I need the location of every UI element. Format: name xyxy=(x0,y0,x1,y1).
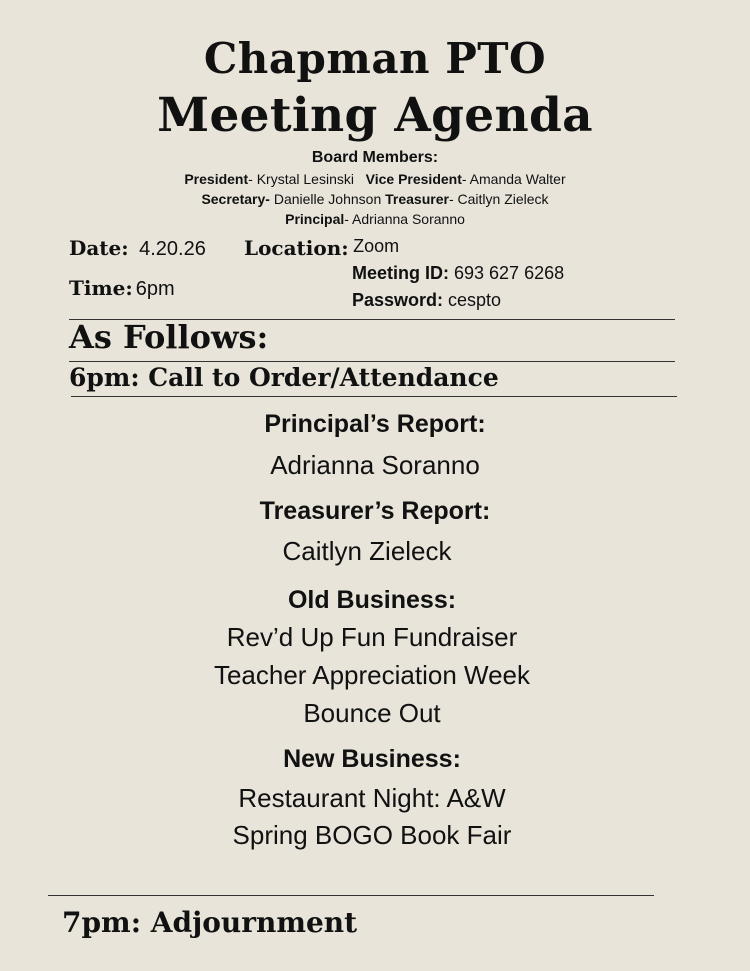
treasurer-name: - Caitlyn Zieleck xyxy=(448,191,549,207)
section-item: Restaurant Night: A&W xyxy=(238,783,506,813)
meeting-id-label: Meeting ID: xyxy=(352,263,449,283)
board-line-principal xyxy=(0,211,750,227)
date-label: Date: xyxy=(69,236,129,260)
section-item: Spring BOGO Book Fair xyxy=(232,820,512,850)
board-members-heading: Board Members: xyxy=(311,149,439,166)
section-item: Rev’d Up Fun Fundraiser xyxy=(226,622,518,652)
treasurer-label: Treasurer xyxy=(385,191,449,207)
section-title-principal-report: Principal’s Report: xyxy=(264,410,486,438)
section-item: Teacher Appreciation Week xyxy=(213,660,531,690)
president-name: - Krystal Lesinski xyxy=(248,171,354,187)
password-label: Password: xyxy=(352,290,444,310)
time-value: 6pm xyxy=(135,278,175,300)
section-title-treasurer-report: Treasurer’s Report: xyxy=(259,497,491,525)
section-title-old-business: Old Business: xyxy=(287,586,457,614)
time-row xyxy=(69,276,175,301)
location-value: Zoom xyxy=(353,236,400,256)
divider xyxy=(71,396,677,397)
password-value: cespto xyxy=(443,290,502,310)
date-value: 4.20.26 xyxy=(139,238,206,260)
date-row xyxy=(69,236,206,261)
principal-name: - Adrianna Soranno xyxy=(344,211,465,227)
location-row xyxy=(244,236,399,260)
call-to-order-heading: 6pm: Call to Order/Attendance xyxy=(69,363,499,392)
president-label: President xyxy=(184,171,249,187)
meeting-id-row xyxy=(352,263,564,284)
page-title-line-2: Meeting Agenda xyxy=(157,88,593,143)
secretary-label: Secretary- xyxy=(201,191,270,207)
page-title-line-1: Chapman PTO xyxy=(203,34,547,83)
time-label: Time: xyxy=(69,276,133,300)
section-item: Caitlyn Zieleck xyxy=(282,536,452,566)
adjournment-heading: 7pm: Adjournment xyxy=(62,906,358,939)
location-label: Location: xyxy=(244,236,349,260)
password-row xyxy=(352,290,501,311)
vice-president-name: - Amanda Walter xyxy=(461,171,566,187)
divider xyxy=(48,895,654,896)
section-item: Adrianna Soranno xyxy=(270,450,480,480)
section-item: Bounce Out xyxy=(303,698,441,728)
principal-label: Principal xyxy=(285,211,345,227)
vice-president-label: Vice President xyxy=(365,171,462,187)
board-line-officers xyxy=(0,171,750,187)
divider xyxy=(69,361,675,362)
as-follows-heading: As Follows: xyxy=(69,318,269,356)
meeting-id-value: 693 627 6268 xyxy=(449,263,565,283)
secretary-name: Danielle Johnson xyxy=(269,191,386,207)
section-title-new-business: New Business: xyxy=(283,745,461,773)
board-line-secretary-treasurer xyxy=(0,191,750,207)
